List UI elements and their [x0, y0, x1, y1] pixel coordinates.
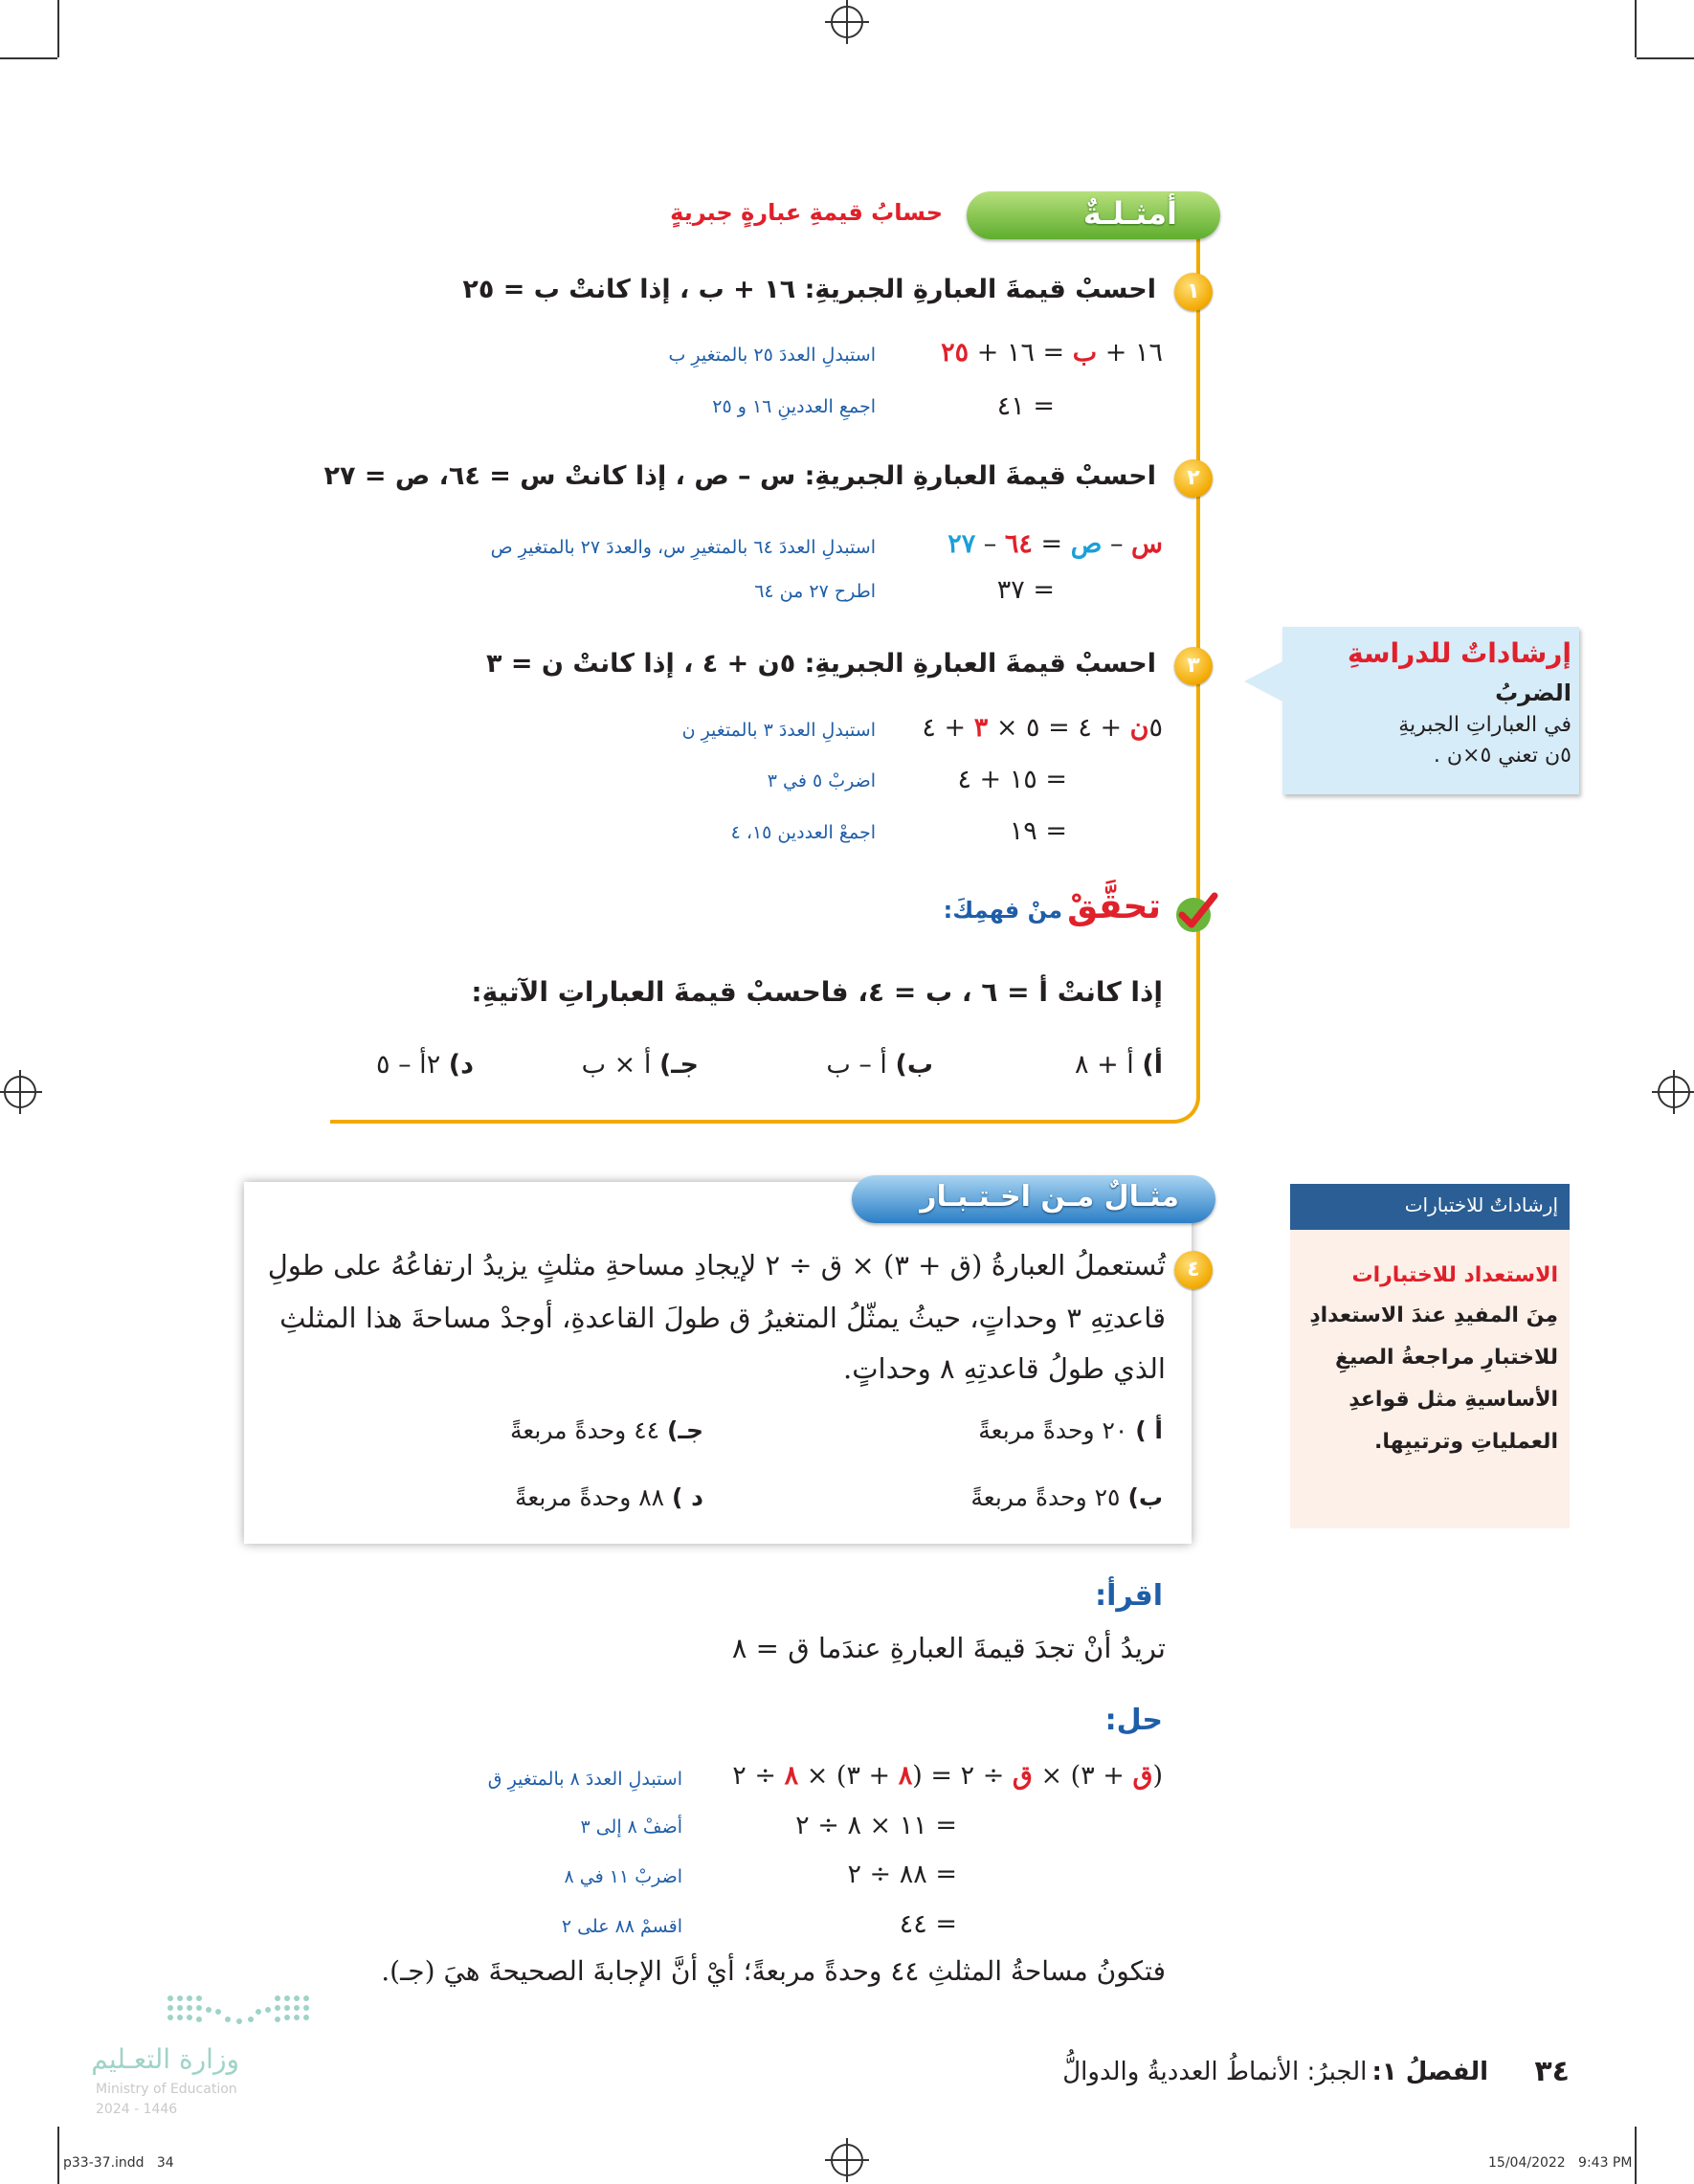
- ministry-year: 2024 - 1446: [96, 2102, 178, 2117]
- step-note: استبدلِ العددَ ٢٥ بالمتغيرِ ب: [668, 345, 876, 366]
- timestamp-slug: 15/04/2022 9:43 PM: [1488, 2155, 1633, 2171]
- example-question: احسبْ قيمةَ العبارةِ الجبريةِ: س – ص ، إذا كانتْ س = ٦٤، ص = ٢٧: [323, 461, 1156, 491]
- equation-step: = ٣٧: [996, 575, 1055, 605]
- answer-choice: أ ) ٢٠ وحدةً مربعةً: [978, 1416, 1163, 1444]
- registration-mark-icon: [831, 2144, 863, 2176]
- equation-step: (ق + ٣) × ق ÷ ٢ = (٨ + ٣) × ٨ ÷ ٢: [732, 1761, 1163, 1791]
- step-note: استبدلِ العددَ ٣ بالمتغيرِ ن: [681, 720, 876, 741]
- step-note: اضربْ ١١ في ٨: [564, 1866, 682, 1887]
- check-option: ب) أ – ب: [826, 1050, 933, 1080]
- examples-banner: [967, 191, 1220, 239]
- equation-step: س – ص = ٦٤ – ٢٧: [947, 529, 1163, 559]
- example-question: احسبْ قيمةَ العبارةِ الجبريةِ: ١٦ + ب ، إذا كانتْ ب = ٢٥: [462, 275, 1156, 304]
- check-option: د) ٢أ – ٥: [376, 1050, 474, 1080]
- example-number-badge: ١: [1174, 273, 1213, 311]
- step-note: اجمعِ العددينِ ١٦ و ٢٥: [712, 396, 876, 417]
- test-example-line: قاعدتِهِ ٣ وحداتٍ، حيثُ يمثّلُ المتغيرُ ق طولَ القاعدةِ، أوجدْ مساحةَ هذا المثلثِ: [279, 1302, 1166, 1334]
- equation-step: ٥ن + ٤ = ٥ × ٣ + ٤: [922, 713, 1163, 743]
- example-number-badge: ٣: [1174, 647, 1213, 685]
- trim-mark: [57, 2127, 59, 2184]
- ministry-logo-icon: [163, 1991, 316, 2029]
- equation-step: = ١١ × ٨ ÷ ٢: [795, 1811, 957, 1840]
- test-example-banner-label: مثـالٌ مـن اخـتـبـار: [920, 1180, 1179, 1214]
- test-tip-header: [1290, 1184, 1570, 1230]
- step-note: اضربْ ٥ في ٣: [767, 770, 876, 791]
- study-tip-pointer: [1244, 660, 1284, 702]
- check-option: أ) أ + ٨: [1074, 1050, 1163, 1080]
- example-question: احسبْ قيمةَ العبارةِ الجبريةِ: ٥ن + ٤ ، إذا كانتْ ن = ٣: [486, 649, 1156, 679]
- examples-subtitle: حسابُ قيمةِ عبارةٍ جبريةٍ: [670, 199, 943, 226]
- equation-step: = ٤١: [996, 391, 1055, 421]
- registration-mark-icon: [831, 6, 863, 38]
- study-tip-heading: الضربُ: [1495, 680, 1571, 706]
- trim-mark: [57, 0, 59, 57]
- check-prompt: إذا كانتْ أ = ٦ ، ب = ٤، فاحسبْ قيمةَ العباراتِ الآتيةِ:: [471, 976, 1163, 1008]
- step-note: اجمعْ العددين ١٥، ٤: [730, 822, 876, 843]
- solve-title: حل:: [1104, 1704, 1163, 1737]
- answer-choice: جـ) ٤٤ وحدةً مربعةً: [509, 1416, 703, 1444]
- test-tip-line: مِنَ المفيدِ عندَ الاستعدادِ: [1309, 1304, 1558, 1327]
- registration-mark-icon: [1658, 1076, 1690, 1108]
- example-number-badge: ٤: [1174, 1251, 1213, 1289]
- check-title: تحقَّقْ منْ فهمِكَ:: [943, 887, 1161, 926]
- answer-choice: د ) ٨٨ وحدةً مربعةً: [514, 1483, 703, 1511]
- test-tip-line: العملياتِ وترتيبِها.: [1374, 1430, 1558, 1454]
- test-tip-title: الاستعداد للاختبارات: [1351, 1263, 1558, 1287]
- equation-step: = ٤٤: [899, 1909, 957, 1939]
- equation-step: ١٦ + ب = ١٦ + ٢٥: [941, 338, 1163, 368]
- example-number-badge: ٢: [1174, 459, 1213, 498]
- step-note: أضفْ ٨ إلى ٣: [580, 1816, 682, 1838]
- trim-mark: [0, 57, 57, 59]
- answer-choice: ب) ٢٥ وحدةً مربعةً: [970, 1483, 1163, 1511]
- chapter-footer: الفصلُ ١: الجبرُ: الأنماطُ العدديةُ والدوالُّ: [1062, 2058, 1488, 2086]
- read-text: تريدُ أنْ تجدَ قيمةَ العبارةِ عندَما ق = ٨: [731, 1632, 1166, 1664]
- file-slug: p33-37.indd 34: [63, 2155, 174, 2171]
- test-tip-line: للاختبارِ مراجعةُ الصيغِ: [1335, 1346, 1558, 1370]
- test-example-line: الذي طولُ قاعدتِهِ ٨ وحداتٍ.: [843, 1352, 1166, 1385]
- step-note: استبدلِ العددَ ٦٤ بالمتغيرِ س، والعددَ ٢٧ بالمتغيرِ ص: [490, 537, 876, 558]
- step-note: استبدلِ العددَ ٨ بالمتغيرِ ق: [487, 1769, 682, 1790]
- read-title: اقرأ:: [1095, 1579, 1163, 1613]
- registration-mark-icon: [4, 1076, 36, 1108]
- equation-step: = ١٩: [1009, 816, 1067, 846]
- study-tip-line: في العباراتِ الجبريةِ: [1398, 713, 1571, 737]
- ministry-name-ar: وزارة التعـليم: [91, 2043, 239, 2075]
- trim-mark: [1635, 0, 1637, 57]
- test-tip-line: الأساسيةِ مثل قواعدِ: [1349, 1388, 1558, 1412]
- checkmark-icon: [1172, 890, 1218, 936]
- trim-mark: [1637, 57, 1694, 59]
- test-example-line: تُستعملُ العبارةُ (ق + ٣) × ق ÷ ٢ لإيجادِ مساحةِ مثلثٍ يزيدُ ارتفاعُهُ على طولِ: [267, 1249, 1166, 1281]
- equation-step: = ١٥ + ٤: [957, 765, 1067, 794]
- study-tip-line: ٥ن تعني ٥×ن .: [1433, 744, 1571, 768]
- test-tip-header-label: إرشاداتٌ للاختبارات: [1404, 1193, 1558, 1216]
- trim-mark: [1635, 2127, 1637, 2184]
- equation-step: = ٨٨ ÷ ٢: [847, 1860, 957, 1889]
- test-example-banner: [852, 1175, 1215, 1223]
- check-option: جـ) أ × ب: [581, 1050, 699, 1080]
- page-number: ٣٤: [1534, 2055, 1570, 2088]
- ministry-name-en: Ministry of Education: [96, 2082, 237, 2097]
- solve-conclusion: فتكونُ مساحةُ المثلثِ ٤٤ وحدةً مربعةً؛ أيْ أنَّ الإجابةَ الصحيحةَ هيَ (جـ).: [381, 1955, 1166, 1987]
- step-note: اقسمْ ٨٨ على ٢: [561, 1916, 682, 1937]
- study-tip-title: إرشاداتٌ للدراسةِ: [1348, 637, 1571, 669]
- examples-banner-label: أمثـلـةٌ: [1082, 195, 1177, 232]
- step-note: اطرح ٢٧ من ٦٤: [754, 581, 876, 602]
